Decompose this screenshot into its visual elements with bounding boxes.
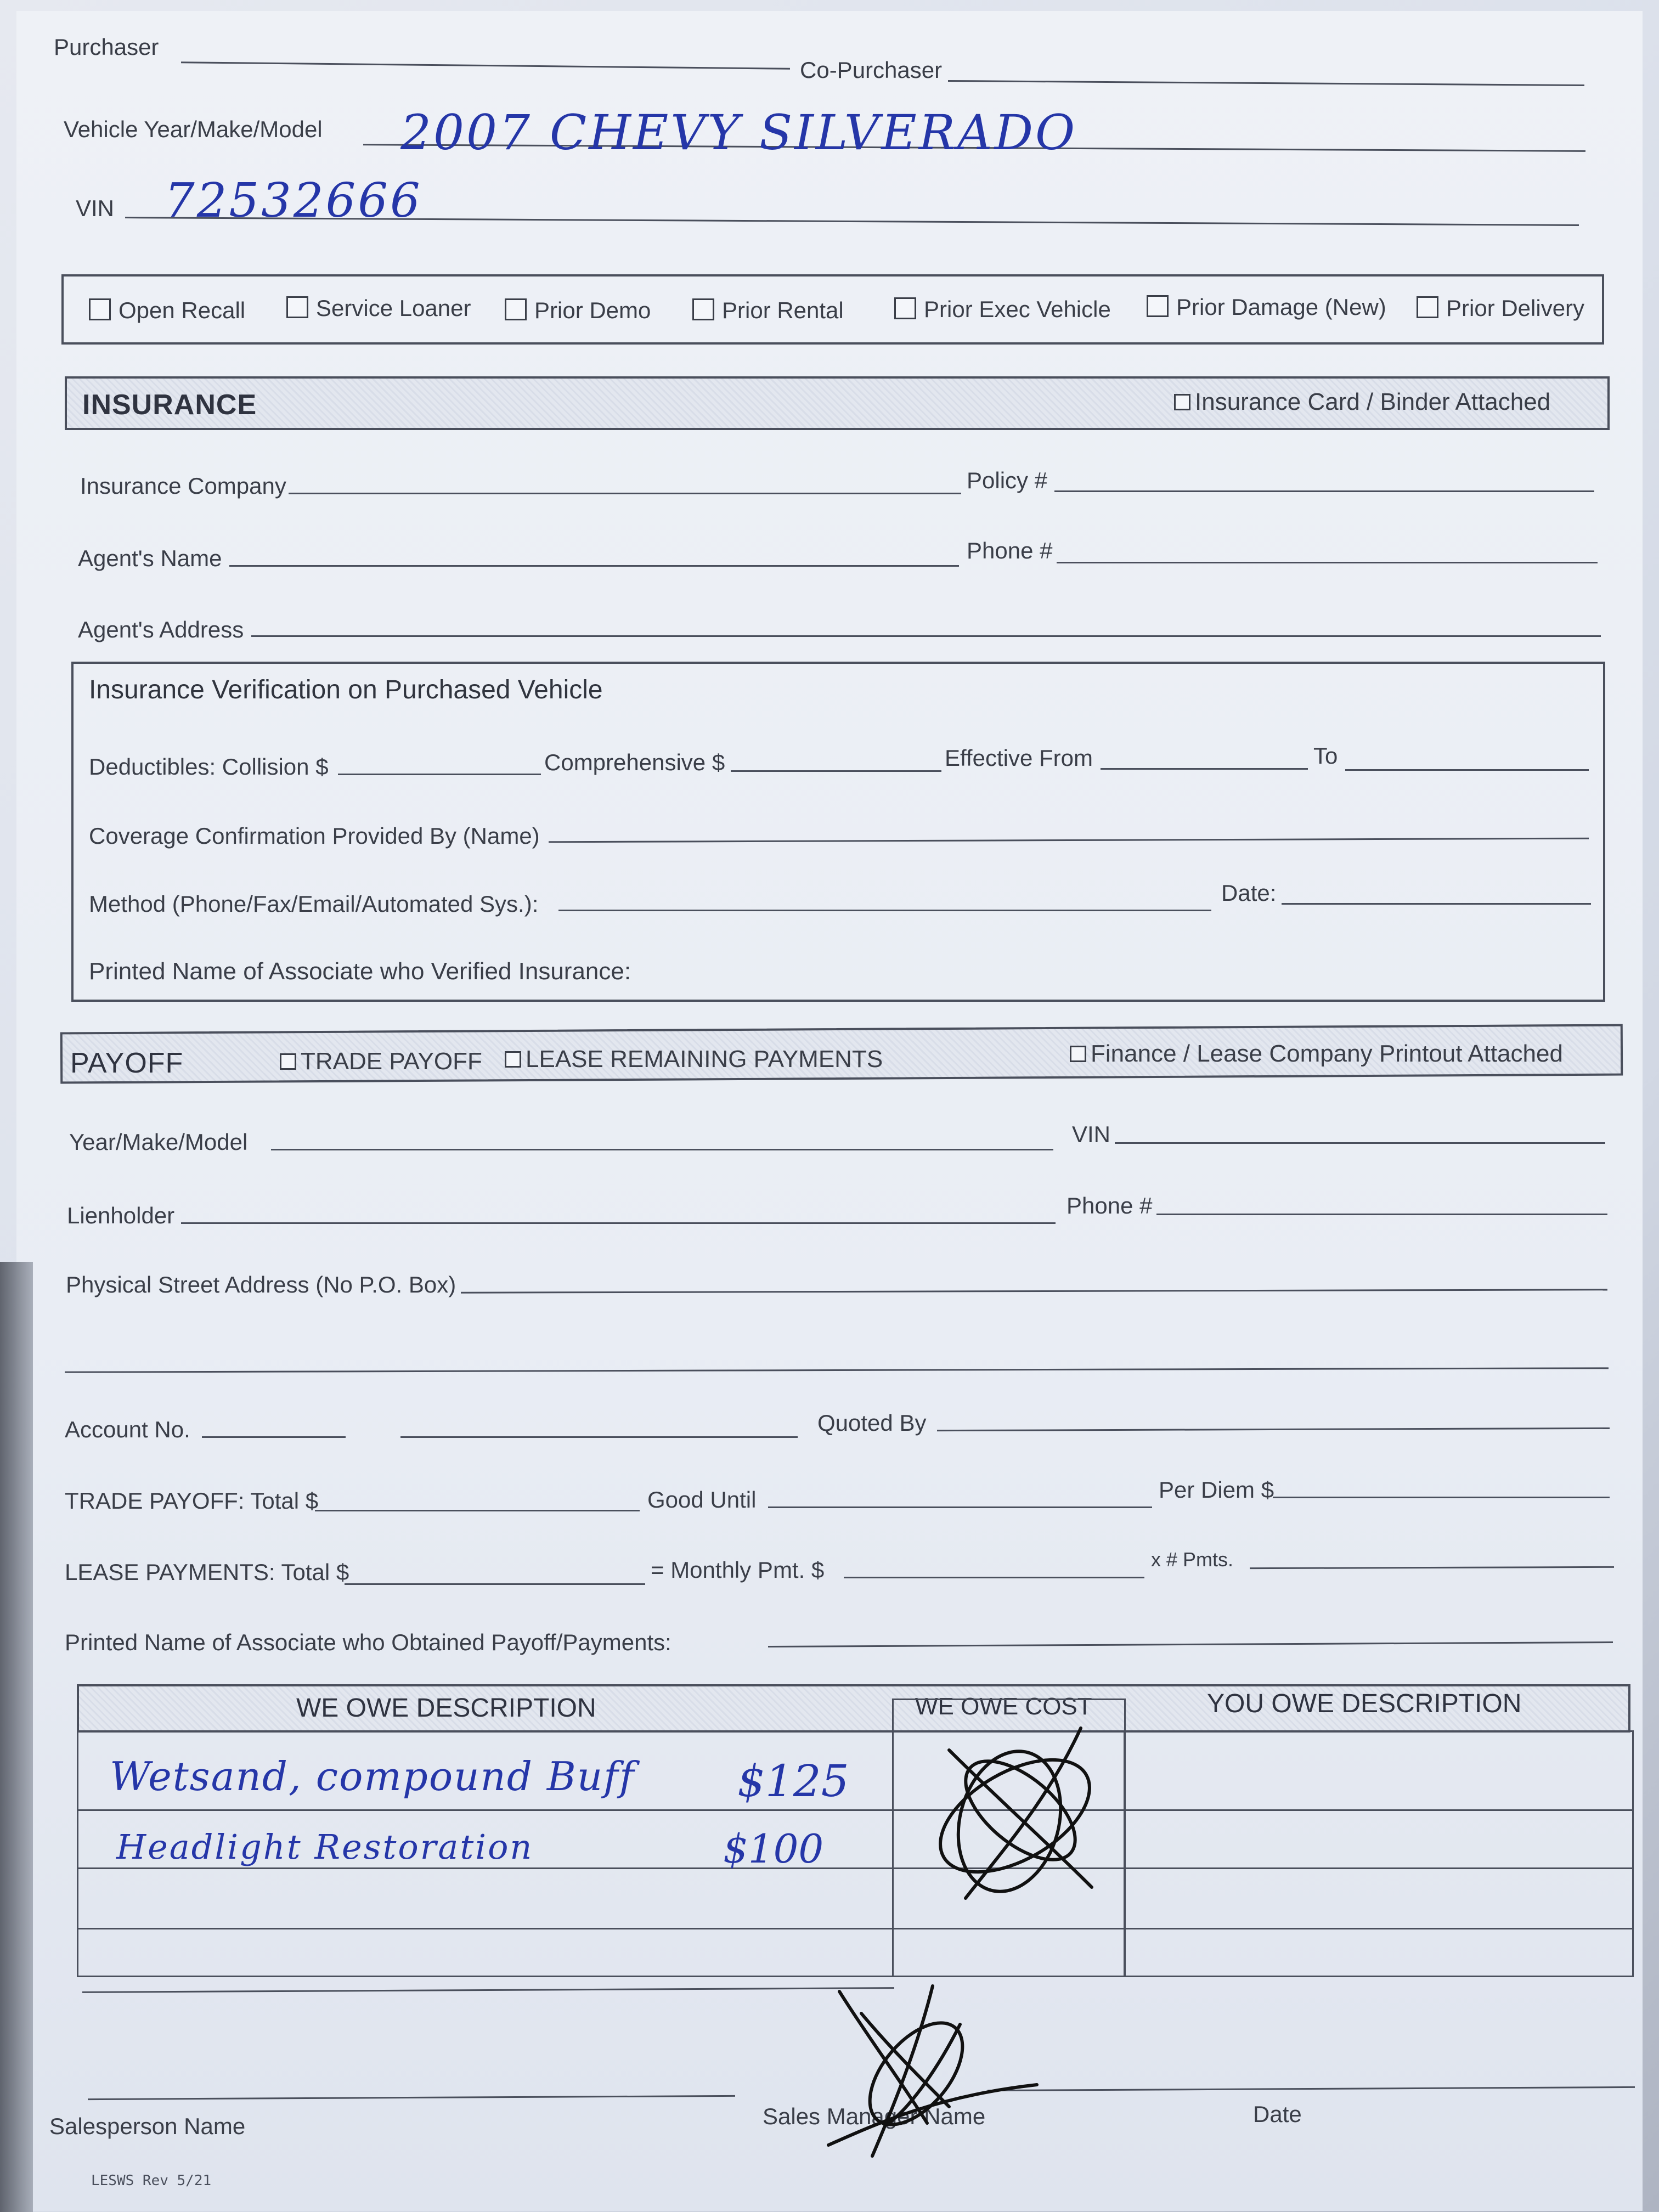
flag-label: Prior Rental [722,297,844,323]
flag-label: Prior Demo [534,297,651,323]
collision-line [338,774,541,775]
insurance-card-attached[interactable] [1174,388,1550,416]
quoted-by-label: Quoted By [817,1410,927,1436]
trade-total-label: TRADE PAYOFF: Total $ [65,1488,319,1514]
to-label: To [1313,743,1338,769]
lease-total-line [345,1583,645,1585]
effective-from-label: Effective From [945,745,1093,771]
effective-from-line [1101,768,1308,770]
checkbox-icon[interactable] [1147,295,1169,317]
owe-item-2-price: $100 [723,1826,824,1872]
payoff-vin-label: VIN [1072,1121,1111,1147]
method-label: Method (Phone/Fax/Email/Automated Sys.): [89,891,539,917]
insurance-company-label: Insurance Company [80,473,286,499]
checkbox-icon[interactable] [894,297,916,319]
payoff-phone-label: Phone # [1066,1193,1153,1218]
you-owe-description-column [1124,1730,1634,1977]
checkbox-icon[interactable] [1174,394,1190,410]
method-line [558,910,1211,911]
agent-name-label: Agent's Name [78,545,222,571]
good-until-label: Good Until [647,1487,757,1513]
lienholder-line [181,1222,1056,1224]
coverage-by-label: Coverage Confirmation Provided By (Name) [89,823,540,849]
agent-phone-line [1057,562,1598,563]
agent-address-label: Agent's Address [78,617,244,642]
payoff-ymm-label: Year/Make/Model [69,1129,248,1155]
salesperson-name-label: Salesperson Name [49,2113,246,2139]
checkbox-icon[interactable] [286,296,308,318]
agent-name-line [229,565,959,567]
trade-total-line [315,1510,640,1511]
co-purchaser-label: Co-Purchaser [800,57,943,83]
flag-open-recall[interactable] [89,297,245,324]
you-owe-description-header: YOU OWE DESCRIPTION [1207,1689,1522,1718]
vin-label: VIN [76,195,115,221]
checkbox-icon[interactable] [1070,1046,1086,1062]
comprehensive-line [731,770,941,772]
signature-date-label: Date [1253,2101,1302,2127]
num-pmts-label: x # Pmts. [1151,1548,1234,1571]
vehicle-handwritten-value: 2007 CHEVY SILVERADO [400,104,1077,161]
we-owe-cost-header: WE OWE COST [915,1693,1092,1720]
trade-payoff-option[interactable] [280,1048,482,1075]
background-shadow [0,1262,33,2212]
printout-attached-option[interactable] [1070,1040,1563,1068]
checkbox-icon[interactable] [89,298,111,320]
owe-item-1-description: Wetsand, compound Buff [110,1753,635,1799]
account-no-line-b [400,1436,798,1438]
flag-label: Service Loaner [316,295,471,321]
flag-label: Open Recall [119,297,246,323]
lease-total-label: LEASE PAYMENTS: Total $ [65,1559,349,1585]
flag-prior-demo[interactable] [505,297,651,324]
verification-title: Insurance Verification on Purchased Vehicle [89,675,603,704]
policy-label: Policy # [967,467,1048,493]
checkbox-icon[interactable] [692,298,714,320]
flag-label: Prior Exec Vehicle [924,296,1111,322]
verified-by-label: Printed Name of Associate who Verified Insurance: [89,958,631,985]
flag-prior-delivery[interactable] [1417,295,1584,321]
account-no-line-a [202,1436,346,1438]
we-owe-description-header: WE OWE DESCRIPTION [296,1694,596,1723]
to-line [1345,769,1589,771]
lienholder-label: Lienholder [67,1203,175,1228]
option-label: TRADE PAYOFF [301,1048,482,1075]
agent-phone-label: Phone # [967,538,1053,563]
vin-handwritten-value: 72532666 [165,173,422,228]
payoff-title: PAYOFF [70,1047,184,1079]
policy-line [1054,490,1594,492]
table-row-divider [77,1809,1634,1811]
sales-manager-name-label: Sales Manager Name [763,2103,986,2129]
checkbox-icon[interactable] [505,1051,521,1068]
flag-label: Prior Delivery [1446,295,1585,321]
flag-prior-damage[interactable] [1147,294,1386,320]
sales-manager-signature-icon [823,1980,1053,2167]
checkbox-icon[interactable] [1417,296,1438,318]
option-label: Insurance Card / Binder Attached [1195,388,1551,415]
street-address-label: Physical Street Address (No P.O. Box) [66,1272,456,1297]
good-until-line [768,1506,1152,1508]
purchaser-label: Purchaser [54,34,159,60]
comprehensive-label: Comprehensive $ [544,749,725,775]
flag-prior-exec-vehicle[interactable] [894,296,1111,323]
payoff-obtained-by-label: Printed Name of Associate who Obtained Payoff/Payments: [65,1629,672,1655]
deductibles-label: Deductibles: Collision $ [89,754,329,780]
payoff-ymm-line [271,1149,1053,1150]
monthly-pmt-line [844,1577,1144,1578]
per-diem-line [1273,1497,1610,1498]
option-label: Finance / Lease Company Printout Attached [1091,1040,1563,1067]
flag-prior-rental[interactable] [692,297,844,324]
account-no-label: Account No. [65,1417,190,1442]
per-diem-label: Per Diem $ [1159,1477,1274,1503]
checkbox-icon[interactable] [280,1053,296,1070]
owe-item-2-description: Headlight Restoration [116,1827,534,1867]
checkbox-icon[interactable] [505,298,527,320]
vehicle-label: Vehicle Year/Make/Model [64,116,323,142]
option-label: LEASE REMAINING PAYMENTS [526,1046,883,1073]
flag-service-loaner[interactable] [286,295,471,321]
verification-date-line [1282,903,1591,905]
owe-item-1-price: $125 [737,1756,849,1807]
monthly-pmt-label: = Monthly Pmt. $ [651,1557,825,1583]
insurance-title: INSURANCE [82,389,257,421]
payoff-phone-line [1156,1214,1607,1215]
verification-date-label: Date: [1221,880,1277,906]
insurance-company-line [289,493,961,494]
table-row-divider [77,1867,1634,1869]
table-row-divider [77,1928,1634,1929]
agent-address-line [251,635,1601,637]
payoff-vin-line [1115,1142,1605,1144]
lease-remaining-option[interactable] [505,1046,883,1073]
form-code: LESWS Rev 5/21 [91,2172,212,2189]
initials-scribble-icon [927,1706,1108,1915]
flag-label: Prior Damage (New) [1176,294,1386,320]
